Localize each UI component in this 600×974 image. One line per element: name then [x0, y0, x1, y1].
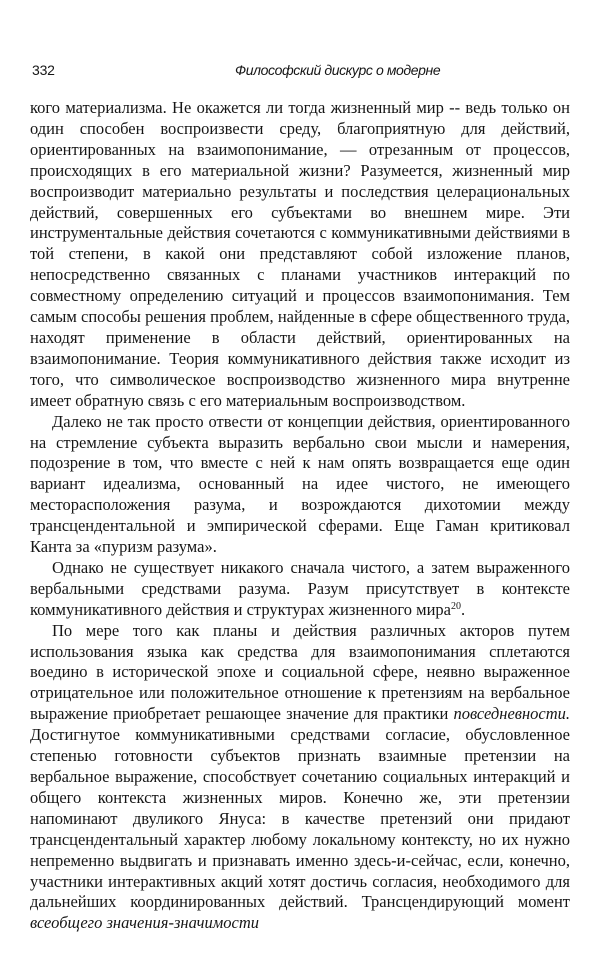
page-header: [30, 62, 570, 84]
body-text: [30, 98, 570, 934]
paragraph-4-text-1: По мере того как планы и действия различных акторов путем использования языка как средства для взаимопонимания сплетаются воедино в исторической эпохе и социальной сфере, неявно выраженное отрицательное или положительное отношение к претензиям на вербальное выражение приобретает решающее значение для практики: [30, 620, 570, 724]
paragraph-3: [30, 558, 570, 621]
paragraph-2: Далеко не так просто отвести от концепции действия, ориентированного на стремление субъекта выразить вербально свои мысли и намерения, подозрение в том, что вместе с ней к нам опять возвращается еще один вариант идеализма, основанный на идее чистого, не имеющего месторасположения разума, и возрождаются дихотомии между трансцендентальной и эмпирической сферами. Еще Гаман критиковал Канта за «пуризм разума».: [30, 411, 570, 557]
book-page: [30, 0, 570, 974]
paragraph-3-text: Однако не существует никакого сначала чистого, а затем выраженного вербальными средствами разума. Разум присутствует в контексте коммуникативного действия и структурах жизненного мира: [30, 557, 570, 619]
paragraph-4-emphasis-1: повседневности.: [453, 704, 570, 724]
paragraph-4-text-2: Достигнутое коммуникативными средствами согласие, обусловленное степенью готовности субъектов признать взаимные претензии на вербальное выражение, способствует сочетанию социальных интеракций и общего контекста жизненных миров. Конечно же, эти претензии напоминают двуликого Януса: в качестве претензий они придают трансцендентальный характер любому локальному контексту, но их нужно непременно выдвигать и признавать именно здесь-и-сейчас, если, конечно, участники интерактивных акций хотят достичь согласия, необходимого для дальнейших координированных действий. Трансцендирующий момент: [30, 725, 570, 912]
paragraph-1: кого материализма. Не окажется ли тогда жизненный мир -- ведь только он один способен воспроизвести среду, благоприятную для действий, ориентированных на взаимопонимание, — отрезанным от процессов, происходящих в его материальной жизни? Разумеется, жизненный мир воспроизводит материально результаты и последствия целерациональных действий, совершенных его субъектами во внешнем мире. Эти инструментальные действия сочетаются с коммуникативными действиями в той степени, в какой они представляют собой изложение планов, непосредственно связанных с планами участников интеракций по совместному определению ситуаций и процессов взаимопонимания. Тем самым способы решения проблем, найденные в сфере общественного труда, находят применение в области действий, ориентированных на взаимопонимание. Теория коммуникативного действия также исходит из того, что символическое воспроизводство жизненного мира внутренне имеет обратную связь с его материальным воспроизводством.: [30, 98, 570, 410]
page-number: 332: [32, 62, 55, 78]
paragraph-3-end: .: [460, 599, 466, 619]
footnote-marker: 20: [450, 600, 461, 612]
running-title: Философский дискурс о модерне: [235, 62, 441, 78]
paragraph-4: [30, 621, 570, 935]
paragraph-4-emphasis-2: всеобщего значения-значимости: [30, 913, 259, 933]
